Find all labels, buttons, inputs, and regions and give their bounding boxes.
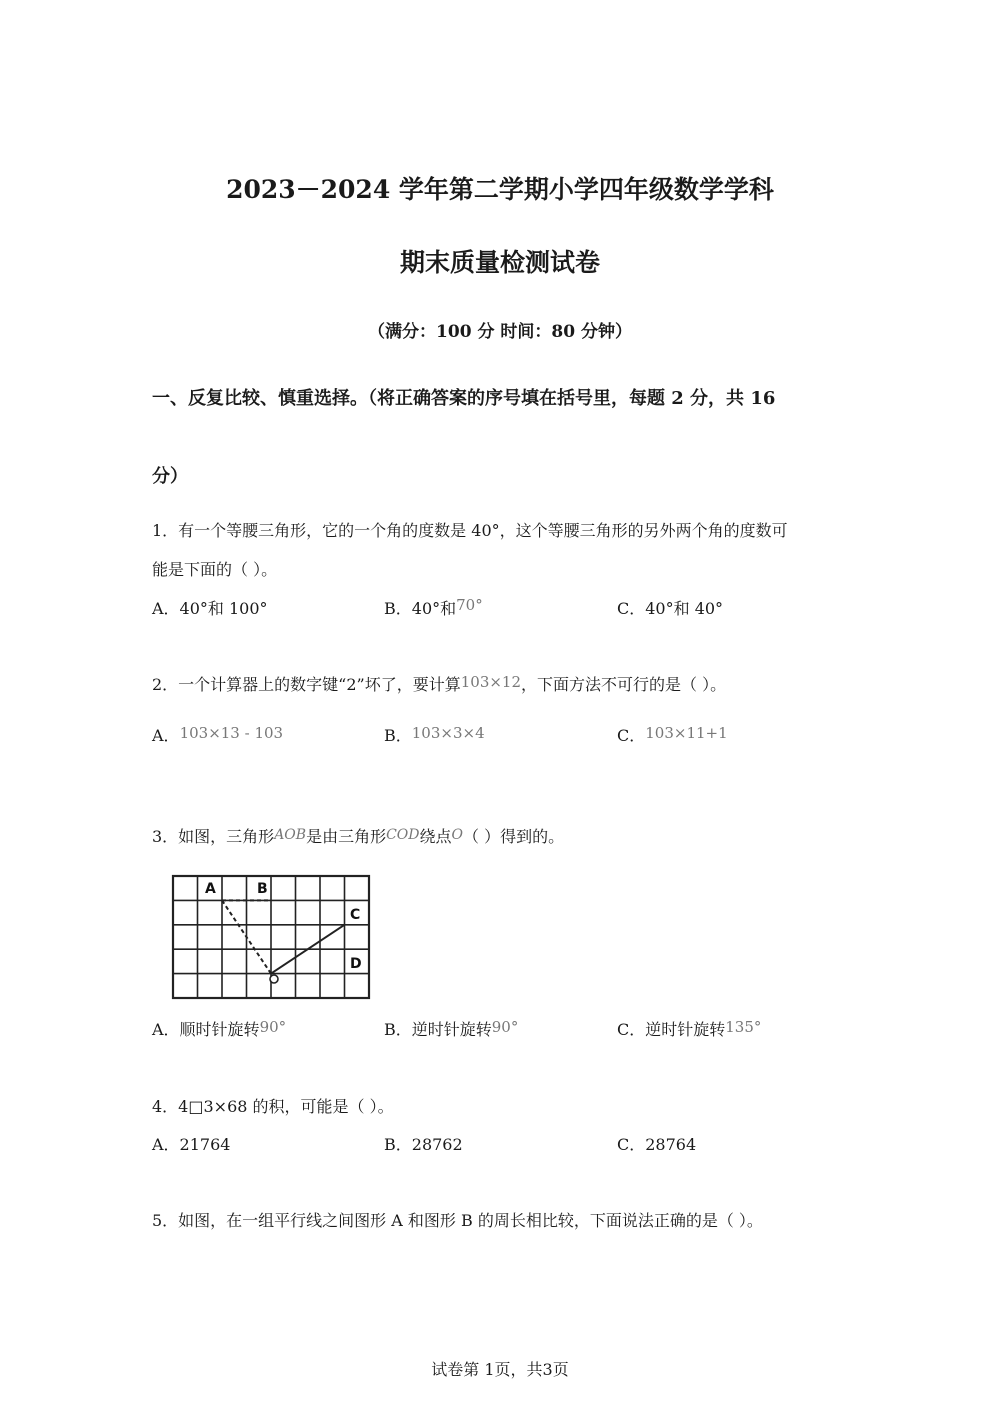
q3-option-b-text: B．逆时针旋转 — [384, 1020, 492, 1039]
q3-point-o — [270, 975, 278, 983]
q5-stem: 5．如图，在一组平行线之间图形 A 和图形 B 的周长相比较，下面说法正确的是（ ）。 — [152, 1211, 763, 1230]
q3-option-c — [617, 1017, 761, 1040]
q2-option-a-label: A． — [152, 726, 180, 745]
q3-rotation-figure — [170, 873, 372, 1001]
q3-label-a: A — [205, 881, 216, 897]
section1-heading-line2: 分） — [152, 466, 188, 487]
q3-option-a-text: A．顺时针旋转 — [152, 1020, 260, 1039]
q4-stem: 4．4□3×68 的积，可能是（ ）。 — [152, 1097, 394, 1116]
q3-option-a — [152, 1017, 286, 1040]
q3-option-b-math: 90° — [491, 1018, 519, 1036]
q3-stem-mid1: 是由三角形 — [306, 827, 387, 846]
q2-stem — [152, 672, 726, 695]
q1-option-b-math: 70° — [456, 596, 483, 614]
q3-stem-math-cod: COD — [386, 827, 420, 843]
q2-option-b — [384, 723, 485, 746]
q2-option-a — [152, 723, 283, 746]
q2-option-c-label: C． — [617, 726, 646, 745]
q1-option-b-text: B．40°和 — [384, 599, 457, 618]
exam-meta: （满分：100 分 时间：80 分钟） — [368, 322, 632, 342]
q1-option-a: A．40°和 100° — [152, 599, 268, 618]
q4-option-a: A．21764 — [152, 1135, 231, 1154]
page-footer: 试卷第 1页，共3页 — [431, 1360, 569, 1379]
q3-stem-math-aob: AOB — [274, 827, 307, 843]
q2-option-b-math: 103×3×4 — [411, 724, 485, 742]
q3-option-a-math: 90° — [259, 1018, 287, 1036]
q2-option-c-math: 103×11+1 — [645, 724, 728, 742]
q4-option-b: B．28762 — [384, 1135, 463, 1154]
section1-heading-line1: 一、反复比较、慎重选择。（将正确答案的序号填在括号里，每题 2 分，共 16 — [152, 388, 776, 409]
q3-stem-mid2: 绕点 — [419, 827, 452, 846]
q3-option-b — [384, 1017, 518, 1040]
q2-option-b-label: B． — [384, 726, 412, 745]
q3-label-c: C — [350, 907, 361, 923]
q3-grid-svg — [170, 873, 372, 1001]
q4-option-c: C．28764 — [617, 1135, 697, 1154]
q3-option-c-math: 135° — [725, 1018, 762, 1036]
q3-stem-suffix: （ ）得到的。 — [463, 827, 565, 846]
q2-option-c — [617, 723, 728, 746]
q2-stem-prefix: 2．一个计算器上的数字键“2”坏了，要计算 — [152, 675, 461, 694]
q3-stem-math-o: O — [451, 827, 464, 843]
q3-label-d: D — [350, 956, 362, 972]
q3-stem — [152, 824, 564, 847]
q3-stem-prefix: 3．如图，三角形 — [152, 827, 275, 846]
q1-stem-line2: 能是下面的（ ）。 — [152, 560, 278, 579]
q1-option-c: C．40°和 40° — [617, 599, 724, 618]
q2-stem-suffix: ，下面方法不可行的是（ ）。 — [521, 675, 727, 694]
exam-title-line1: 2023－2024 学年第二学期小学四年级数学学科 — [226, 175, 774, 204]
q3-label-b: B — [257, 881, 268, 897]
q3-option-c-text: C．逆时针旋转 — [617, 1020, 726, 1039]
q2-stem-math: 103×12 — [460, 673, 522, 691]
exam-title-line2: 期末质量检测试卷 — [399, 248, 600, 277]
q2-option-a-math: 103×13 - 103 — [179, 724, 284, 742]
q1-stem-line1: 1．有一个等腰三角形，它的一个角的度数是 40°，这个等腰三角形的另外两个角的度数可 — [152, 521, 788, 540]
q1-option-b — [384, 596, 483, 619]
